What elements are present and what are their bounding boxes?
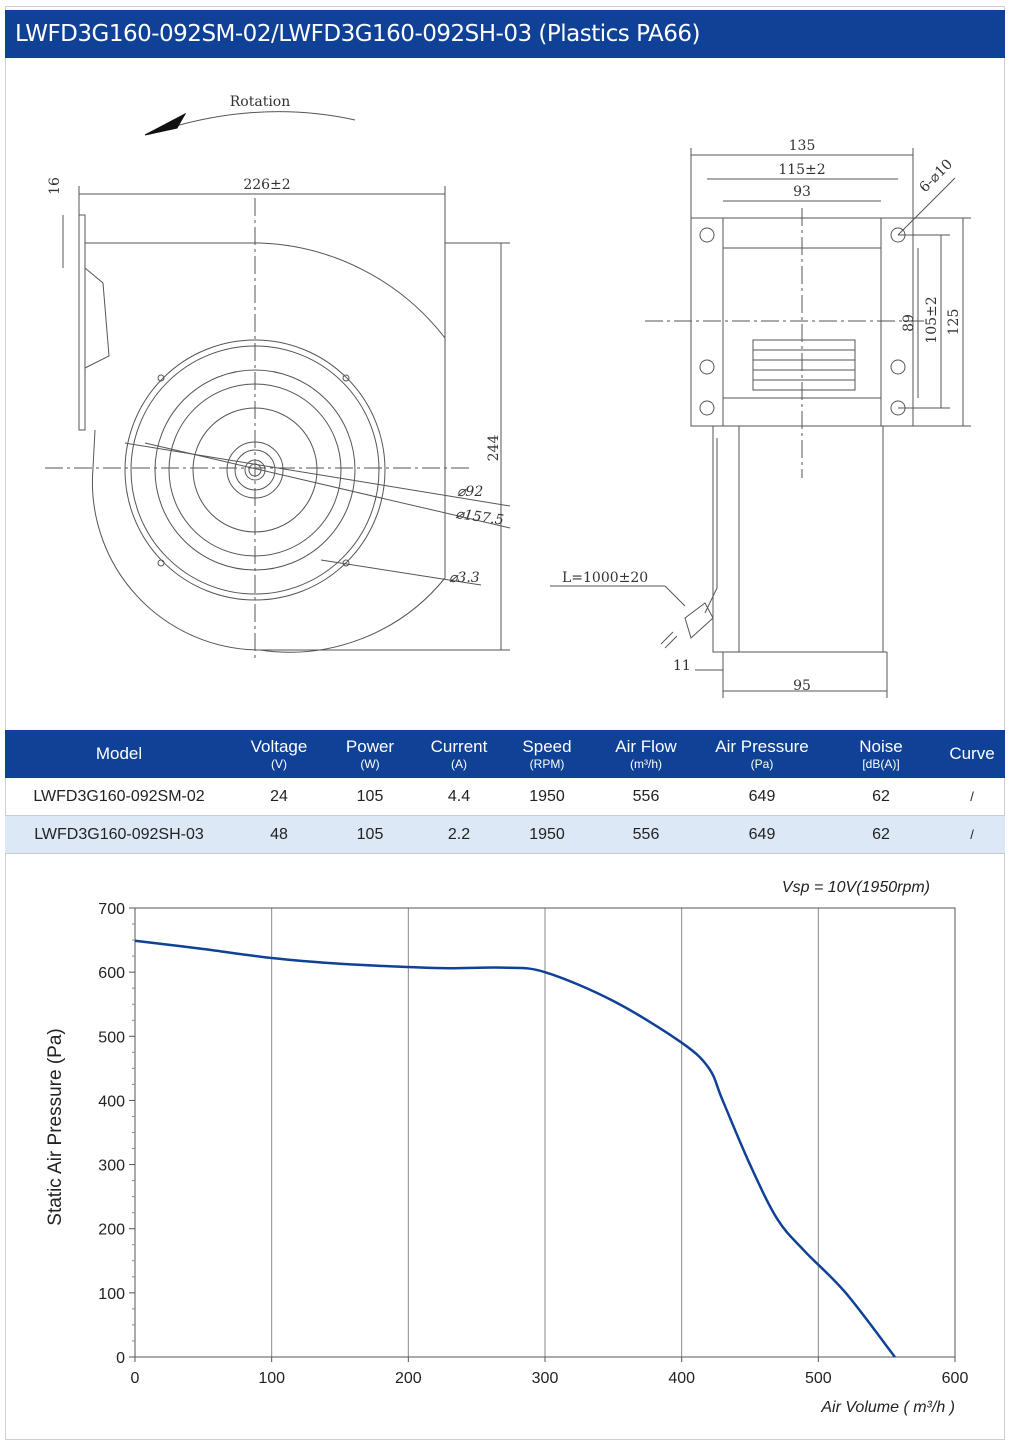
dim-text-244: 244 <box>486 434 502 462</box>
cell-noise: 62 <box>823 778 939 816</box>
leader-92 <box>125 443 510 506</box>
cell-model: LWFD3G160-092SM-02 <box>5 778 233 816</box>
chart-series <box>135 941 895 1357</box>
page-title <box>5 10 1005 58</box>
y-tick-label: 500 <box>98 1029 125 1047</box>
flange-hole <box>700 228 714 242</box>
flange-hole <box>700 401 714 415</box>
header-power: Power (W) <box>325 730 415 778</box>
cell-model: LWFD3G160-092SH-03 <box>5 816 233 854</box>
dim-text-holes: 6-⌀10 <box>916 156 957 196</box>
cell-noise: 62 <box>823 816 939 854</box>
x-axis-title: Air Volume ( m³/h ) <box>821 1399 955 1416</box>
table-row <box>5 816 1005 854</box>
dim-text-125: 125 <box>946 308 962 336</box>
cable <box>705 438 717 613</box>
dim-text-105: 105±2 <box>924 296 940 344</box>
chart-grid <box>272 908 955 1357</box>
chart-ticks <box>98 901 968 1387</box>
cell-speed: 1950 <box>503 816 591 854</box>
y-tick-label: 200 <box>98 1221 125 1239</box>
cable-connector <box>685 603 713 638</box>
header-curve: Curve <box>939 730 1005 778</box>
cell-voltage: 48 <box>233 816 325 854</box>
dim-text-92: ⌀92 <box>457 484 484 500</box>
dim-text-11: 11 <box>673 658 691 674</box>
front-flange <box>79 215 85 430</box>
x-tick-label: 400 <box>668 1370 696 1387</box>
x-tick-label: 600 <box>941 1370 969 1387</box>
impeller-blades <box>753 340 855 390</box>
cell-airflow: 556 <box>591 816 701 854</box>
mount-hole <box>343 375 349 381</box>
header-pressure: Air Pressure (Pa) <box>701 730 823 778</box>
header-current: Current (A) <box>415 730 503 778</box>
cable-length-text: L=1000±20 <box>562 570 649 586</box>
y-tick-label: 700 <box>98 901 125 918</box>
mount-hole <box>158 560 164 566</box>
x-tick-label: 0 <box>130 1370 140 1387</box>
cell-current: 2.2 <box>415 816 503 854</box>
cell-airflow: 556 <box>591 778 701 816</box>
table-header-row <box>5 730 1005 778</box>
cell-power: 105 <box>325 778 415 816</box>
header-noise: Noise [dB(A)] <box>823 730 939 778</box>
x-tick-label: 100 <box>258 1370 286 1387</box>
pressure-curve <box>135 941 895 1357</box>
table-row <box>5 778 1005 816</box>
rotation-label: Rotation <box>229 94 291 110</box>
outlet-lip <box>85 268 109 368</box>
dim-text-95: 95 <box>793 678 811 694</box>
y-tick-label: 400 <box>98 1093 125 1111</box>
rotation-arrowhead <box>145 114 185 135</box>
y-tick-label: 0 <box>116 1350 125 1367</box>
dim-text-135: 135 <box>788 138 816 154</box>
dim-text-226: 226±2 <box>243 177 291 193</box>
dim-text-16: 16 <box>47 177 63 195</box>
header-voltage: Voltage (V) <box>233 730 325 778</box>
flange-hole <box>700 360 714 374</box>
scroll-housing <box>85 243 445 652</box>
rotation-arc <box>150 112 355 134</box>
y-tick-label: 300 <box>98 1157 125 1175</box>
x-tick-label: 300 <box>531 1370 559 1387</box>
y-tick-label: 100 <box>98 1285 125 1303</box>
x-tick-label: 500 <box>804 1370 832 1387</box>
y-axis-title: Static Air Pressure (Pa) <box>45 1028 66 1226</box>
technical-drawing <box>5 58 1005 726</box>
header-speed: Speed (RPM) <box>503 730 591 778</box>
cell-power: 105 <box>325 816 415 854</box>
cell-pressure: 649 <box>701 816 823 854</box>
dim-text-3: ⌀3.3 <box>449 570 480 586</box>
cell-voltage: 24 <box>233 778 325 816</box>
dim-text-93: 93 <box>793 184 811 200</box>
title-text: LWFD3G160-092SM-02/LWFD3G160-092SH-03 (Plastics PA66) <box>15 21 700 47</box>
cell-curve[interactable]: / <box>939 778 1005 816</box>
spec-table <box>5 730 1005 854</box>
dim-text-115: 115±2 <box>778 162 826 178</box>
cell-curve[interactable]: / <box>939 816 1005 854</box>
header-model: Model <box>5 730 233 778</box>
dim-text-157: ⌀157.5 <box>454 506 505 529</box>
y-tick-label: 600 <box>98 965 125 983</box>
cell-speed: 1950 <box>503 778 591 816</box>
cell-current: 4.4 <box>415 778 503 816</box>
cell-pressure: 649 <box>701 778 823 816</box>
flange-hole <box>891 360 905 374</box>
performance-chart <box>5 860 1005 1440</box>
header-airflow: Air Flow (m³/h) <box>591 730 701 778</box>
dim-text-89: 89 <box>901 314 917 332</box>
x-tick-label: 200 <box>394 1370 422 1387</box>
chart-note: Vsp = 10V(1950rpm) <box>781 879 930 896</box>
